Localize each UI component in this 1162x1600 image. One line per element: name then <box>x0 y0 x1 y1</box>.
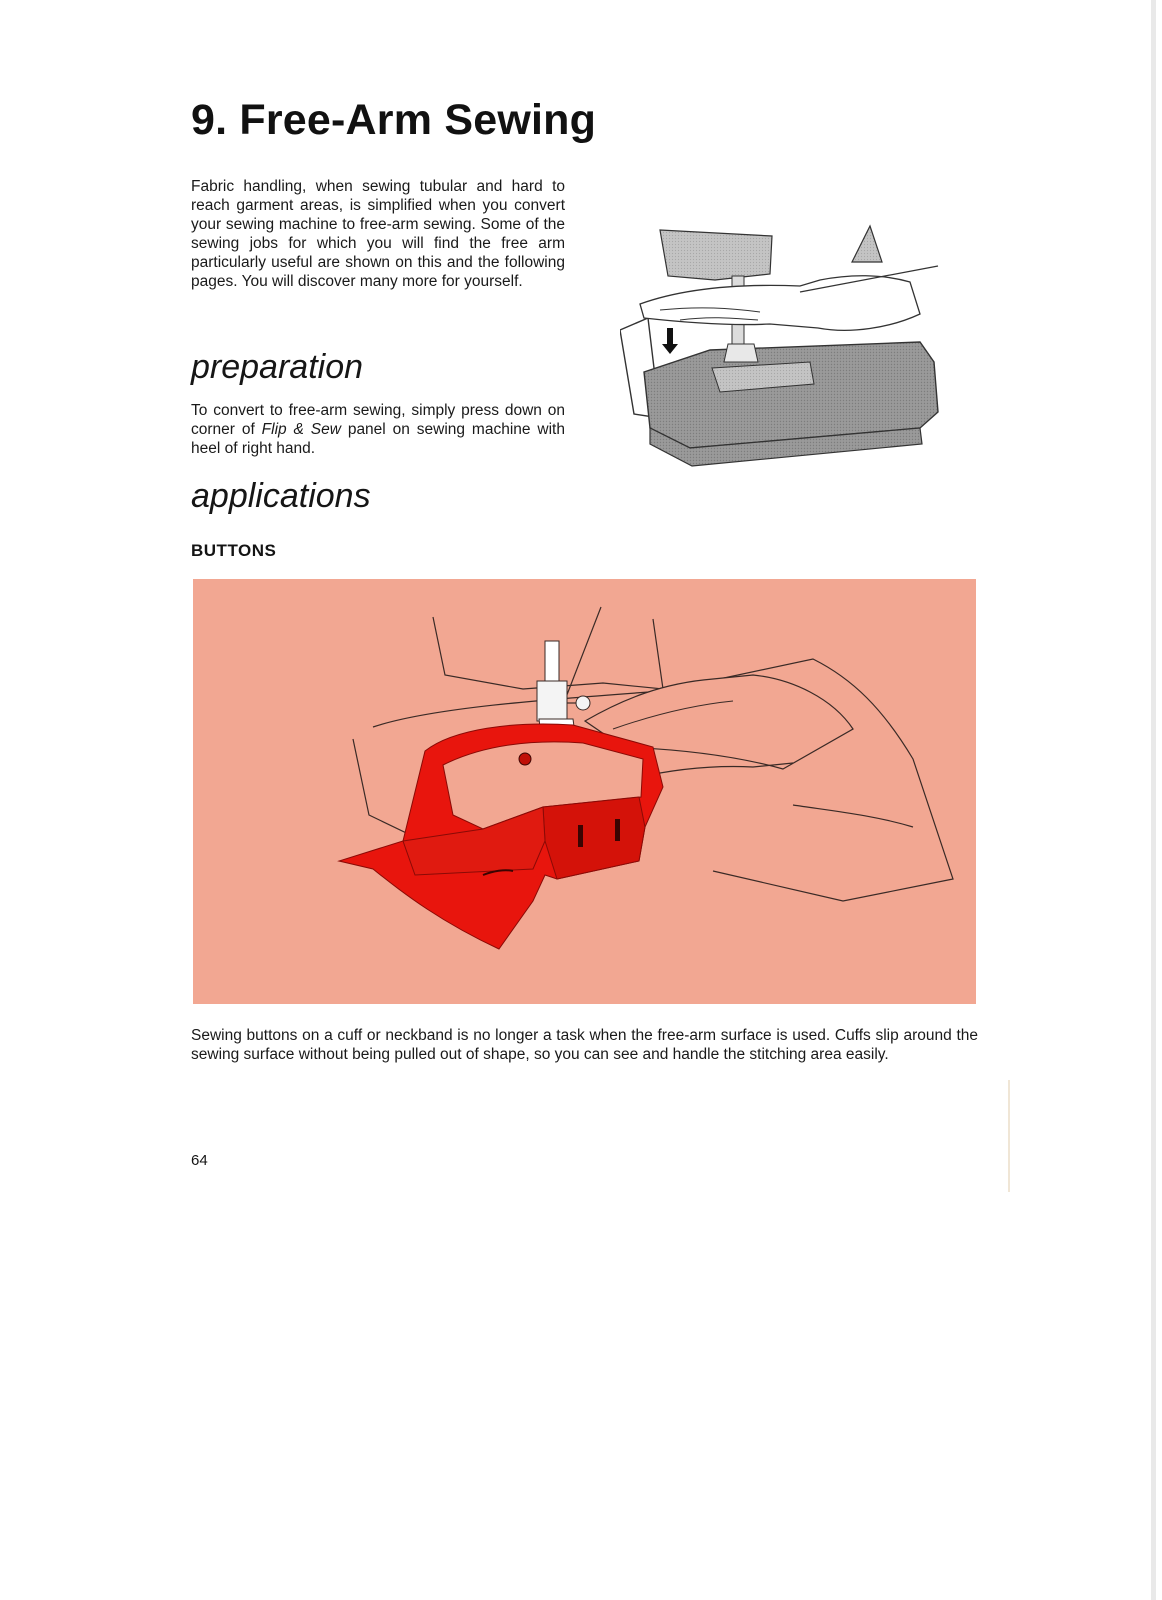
page-number: 64 <box>191 1152 208 1169</box>
preparation-paragraph <box>191 401 565 458</box>
scan-edge <box>1151 0 1156 1600</box>
flip-and-sew-emphasis: Flip & Sew <box>261 421 341 438</box>
intro-paragraph: Fabric handling, when sewing tubular and hard to reach garment areas, is simplified when you convert your sewing machine to free-arm sewing. Some of the sewing jobs for which you will find the free arm particularly useful are shown on this and the following pages. You will discover many more for yourself. <box>191 178 565 290</box>
buttons-label: BUTTONS <box>191 541 277 560</box>
prep-text-end: panel on sewing machine with heel of right hand. <box>191 421 565 457</box>
flip-sew-panel-illustration <box>620 222 960 472</box>
applications-heading: applications <box>191 477 371 515</box>
buttons-caption: Sewing buttons on a cuff or neckband is no longer a task when the free-arm surface is used. Cuffs slip around the sewing surface without being pulled out of shape, so you can see and handle the stitching area easily. <box>191 1027 978 1063</box>
scan-mark <box>1008 1080 1010 1192</box>
prep-text-start: To convert to free-arm sewing, simply press down on corner of <box>191 402 565 438</box>
page-title: 9. Free-Arm Sewing <box>191 96 597 144</box>
preparation-heading: preparation <box>191 348 364 386</box>
cuff-button-sewing-illustration <box>193 579 976 1004</box>
